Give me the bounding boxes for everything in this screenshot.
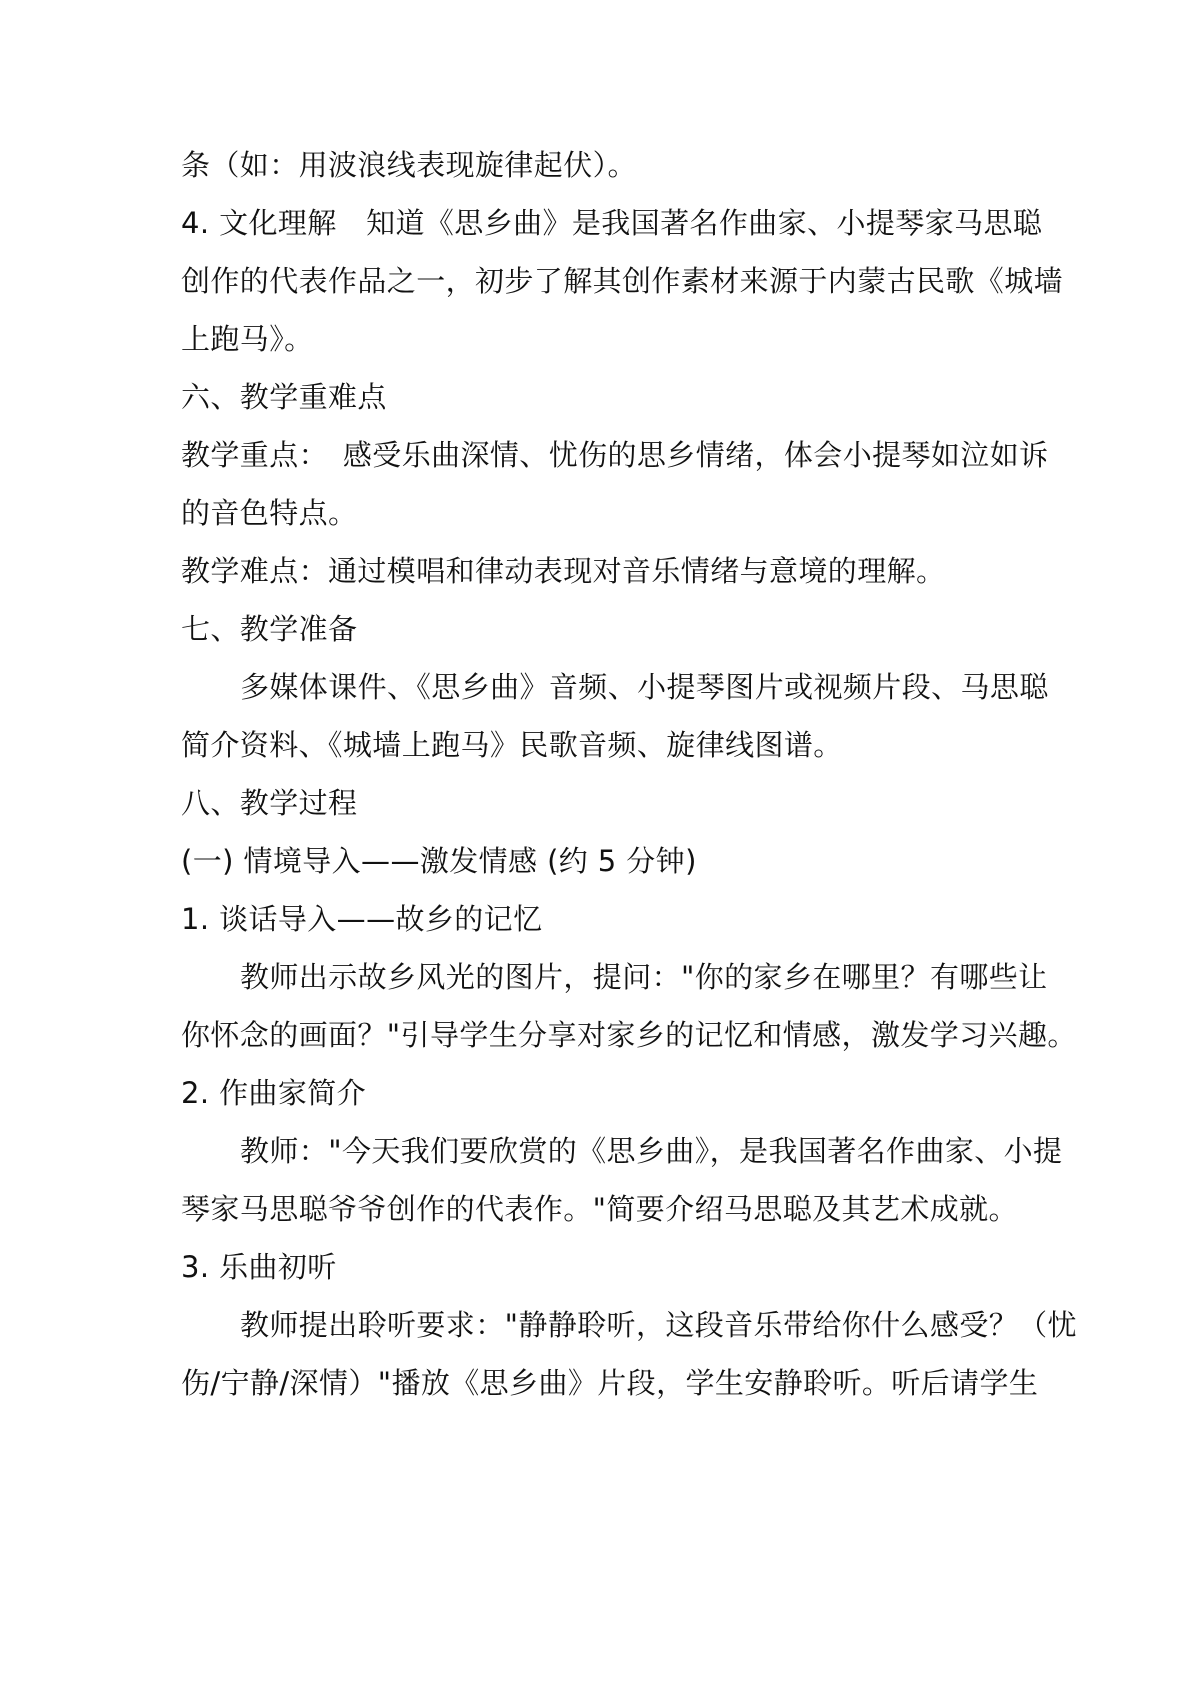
text-line: 你怀念的画面？"引导学生分享对家乡的记忆和情感，激发学习兴趣。 xyxy=(181,1018,1077,1052)
section-heading: 八、教学过程 xyxy=(181,786,358,820)
section-heading: 七、教学准备 xyxy=(181,612,358,646)
text-line: 教学难点：通过模唱和律动表现对音乐情绪与意境的理解。 xyxy=(181,554,946,588)
text-line: 简介资料、《城墙上跑马》民歌音频、旋律线图谱。 xyxy=(181,728,843,762)
text-line: 教师："今天我们要欣赏的《思乡曲》，是我国著名作曲家、小提 xyxy=(240,1134,1063,1168)
text-line: 琴家马思聪爷爷创作的代表作。"简要介绍马思聪及其艺术成就。 xyxy=(181,1192,1018,1226)
item-heading: 1. 谈话导入——故乡的记忆 xyxy=(181,902,543,936)
section-heading: 六、教学重难点 xyxy=(181,380,387,414)
text-line: 的音色特点。 xyxy=(181,496,358,530)
item-heading: 3. 乐曲初听 xyxy=(181,1250,337,1284)
text-line: 创作的代表作品之一，初步了解其创作素材来源于内蒙古民歌《城墙 xyxy=(181,264,1064,298)
text-line: 多媒体课件、《思乡曲》音频、小提琴图片或视频片段、马思聪 xyxy=(240,670,1049,704)
item-heading: 2. 作曲家简介 xyxy=(181,1076,367,1110)
text-line: 4. 文化理解 知道《思乡曲》是我国著名作曲家、小提琴家马思聪 xyxy=(181,206,1043,240)
subsection-heading: (一) 情境导入——激发情感 (约 5 分钟) xyxy=(181,844,697,878)
text-line: 伤/宁静/深情）"播放《思乡曲》片段，学生安静聆听。听后请学生 xyxy=(181,1366,1039,1400)
text-line: 条（如：用波浪线表现旋律起伏）。 xyxy=(181,148,637,182)
text-line: 教师提出聆听要求："静静聆听，这段音乐带给你什么感受？（忧 xyxy=(240,1308,1077,1342)
text-line: 上跑马》。 xyxy=(181,322,314,356)
text-line: 教师出示故乡风光的图片，提问："你的家乡在哪里？有哪些让 xyxy=(240,960,1048,994)
text-line: 教学重点： 感受乐曲深情、忧伤的思乡情绪，体会小提琴如泣如诉 xyxy=(181,438,1049,472)
